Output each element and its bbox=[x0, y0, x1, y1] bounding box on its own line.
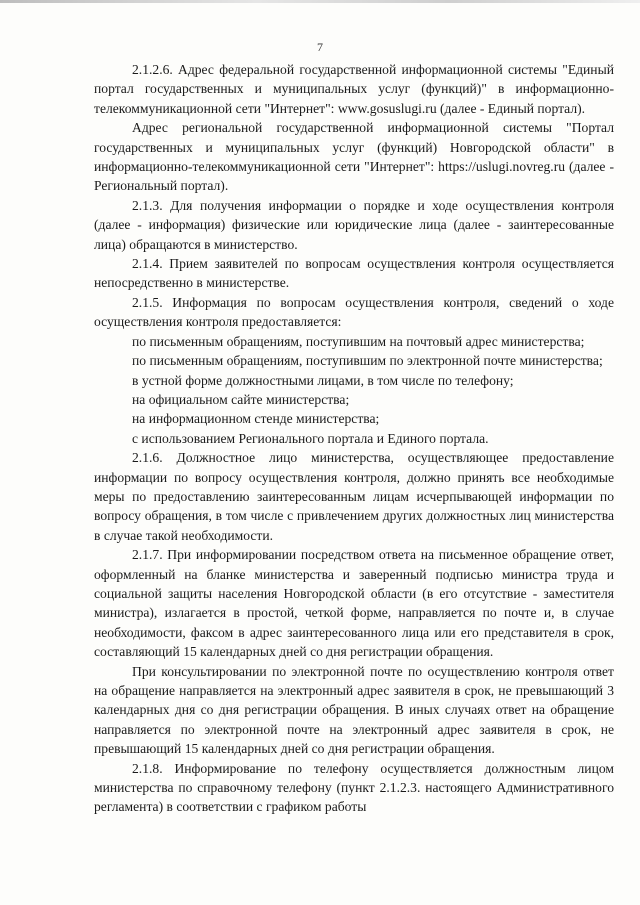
paragraph-2-1-8: 2.1.8. Информирование по телефону осуществляется должностным лицом министерства по справочному телефону (пункт 2.1.2.3. настоящего Административного регламента) в соответствии с графиком работы bbox=[94, 760, 614, 815]
document-body bbox=[94, 60, 614, 817]
list-item-website: на официальном сайте министерства; bbox=[132, 391, 350, 407]
list-item-stand: на информационном стенде министерства; bbox=[132, 411, 380, 427]
paragraph-email-consulting: При консультировании по электронной почте по осуществлению контроля ответ на обращение направляется на электронный адрес заявителя в срок, не превышающий 3 календарных дня со дня регистрации обращения. В иных случаях ответ на обращение направляется по электронной почте на электронный адрес заявителя в срок, не превышающий 15 календарных дней со дня регистрации обращения. bbox=[94, 663, 614, 757]
paragraph-2-1-6: 2.1.6. Должностное лицо министерства, осуществляющее предоставление информации по вопросу осуществления контроля, должно принять все необходимые меры по предоставлению заинтересованным лицам исчерпывающей информации по вопросу обращения, в том числе с привлечением других должностных лиц министерства в случае такой необходимости. bbox=[94, 450, 614, 543]
paragraph-2-1-2-6: 2.1.2.6. Адрес федеральной государственной информационной системы "Единый портал государственных и муниципальных услуг (функций)" в информационно-телекоммуникационной сети "Интернет": www.gosuslugi.ru (далее - Единый портал). bbox=[94, 62, 614, 116]
list-item-oral: в устной форме должностными лицами, в том числе по телефону; bbox=[132, 372, 514, 388]
list-item-email: по письменным обращениям, поступившим по электронной почте министерства; bbox=[132, 353, 603, 369]
paragraph-2-1-3: 2.1.3. Для получения информации о порядке и ходе осуществления контроля (далее - информация) физические или юридические лица (далее - заинтересованные лица) обращаются в министерство. bbox=[94, 197, 614, 252]
paragraph-2-1-7: 2.1.7. При информировании посредством ответа на письменное обращение ответ, оформленный на бланке министерства и заверенный подписью министра труда и социальной защиты населения Новгородской области (в его отсутствие - заместителя министра), излагается в простой, четкой форме, направляется по почте и, в случае необходимости, факсом в адрес заинтересованного лица или его представителя в срок, составляющий 15 календарных дней со дня регистрации обращения. bbox=[94, 547, 614, 660]
paragraph-2-1-5: 2.1.5. Информация по вопросам осуществления контроля, сведений о ходе осуществления контроля предоставляется: bbox=[94, 294, 614, 330]
list-item-portals: с использованием Регионального портала и Единого портала. bbox=[132, 430, 489, 446]
paragraph-2-1-4: 2.1.4. Прием заявителей по вопросам осуществления контроля осуществляется непосредственно в министерстве. bbox=[94, 256, 614, 291]
paragraph-regional-portal: Адрес региональной государственной информационной системы "Портал государственных и муниципальных услуг (функций) Новгородской области" в информационно-телекоммуникационной сети "Интернет": https://uslugi.novreg.ru (далее - Региональный портал). bbox=[94, 120, 614, 194]
list-item-postal: по письменным обращениям, поступившим на почтовый адрес министерства; bbox=[132, 333, 585, 349]
scan-edge bbox=[0, 0, 640, 3]
page-number: 7 bbox=[317, 40, 323, 54]
